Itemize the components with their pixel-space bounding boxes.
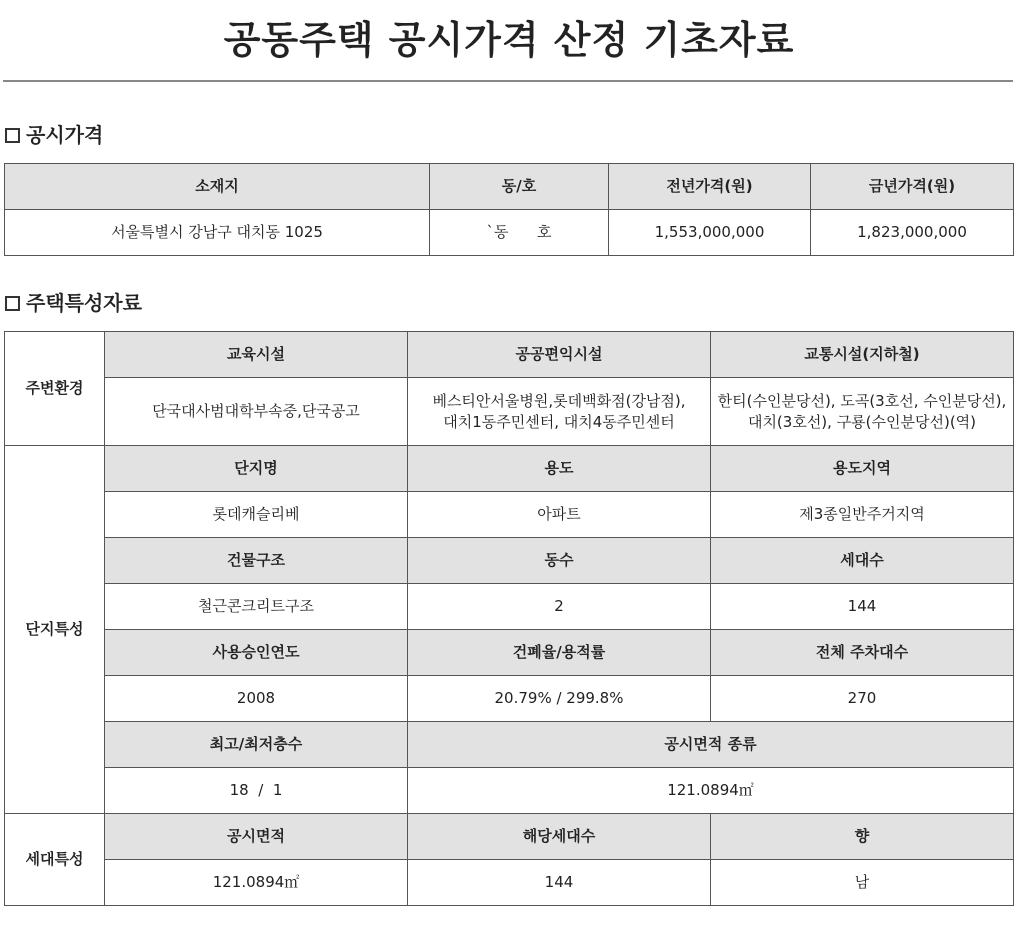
header-address: 소재지 <box>5 164 430 210</box>
cell-prev-price: 1,553,000,000 <box>609 210 811 256</box>
title-divider <box>3 80 1013 82</box>
cell-address: 서울특별시 강남구 대치동 1025 <box>5 210 430 256</box>
table-row <box>5 860 1014 906</box>
cell-area-type: 121.0894㎡ <box>408 768 1014 814</box>
table-header-row <box>5 332 1014 378</box>
header-transit: 교통시설(지하철) <box>711 332 1014 378</box>
row-label-complex: 단지특성 <box>5 446 105 814</box>
header-parking: 전체 주차대수 <box>711 630 1014 676</box>
table-header-row <box>5 164 1014 210</box>
cell-usage: 아파트 <box>408 492 711 538</box>
cell-public-line: 베스티안서울병원,롯데백화점(강남점), <box>432 391 686 410</box>
square-bullet-icon <box>5 128 20 143</box>
header-households: 세대수 <box>711 538 1014 584</box>
header-unit: 동/호 <box>430 164 609 210</box>
cell-area: 121.0894㎡ <box>105 860 408 906</box>
header-floors: 최고/최저층수 <box>105 722 408 768</box>
cell-buildings: 2 <box>408 584 711 630</box>
table-row <box>5 584 1014 630</box>
characteristics-table <box>4 331 1014 906</box>
table-row <box>5 378 1014 446</box>
section-heading-price <box>5 121 103 149</box>
page-title: 공동주택 공시가격 산정 기초자료 <box>223 18 795 62</box>
table-header-row <box>5 630 1014 676</box>
header-coverage-ratio: 건폐율/용적률 <box>408 630 711 676</box>
header-prev-price: 전년가격(원) <box>609 164 811 210</box>
row-label-unit: 세대특성 <box>5 814 105 906</box>
cell-parking: 270 <box>711 676 1014 722</box>
header-zoning: 용도지역 <box>711 446 1014 492</box>
cell-structure: 철근콘크리트구조 <box>105 584 408 630</box>
header-public: 공공편익시설 <box>408 332 711 378</box>
cell-households: 144 <box>711 584 1014 630</box>
header-buildings: 동수 <box>408 538 711 584</box>
section-heading-characteristics <box>5 289 142 317</box>
cell-curr-price: 1,823,000,000 <box>811 210 1014 256</box>
header-area-type: 공시면적 종류 <box>408 722 1014 768</box>
price-table <box>4 163 1014 256</box>
section-title: 주택특성자료 <box>26 291 142 315</box>
header-usage: 용도 <box>408 446 711 492</box>
header-curr-price: 금년가격(원) <box>811 164 1014 210</box>
cell-public-line: 대치1동주민센터, 대치4동주민센터 <box>443 412 675 431</box>
cell-complex-name: 롯데캐슬리베 <box>105 492 408 538</box>
cell-unit: `동 호 <box>430 210 609 256</box>
cell-public <box>408 378 711 446</box>
section-title: 공시가격 <box>26 123 104 147</box>
row-label-surroundings: 주변환경 <box>5 332 105 446</box>
cell-zoning: 제3종일반주거지역 <box>711 492 1014 538</box>
table-row <box>5 210 1014 256</box>
header-complex-name: 단지명 <box>105 446 408 492</box>
header-area: 공시면적 <box>105 814 408 860</box>
cell-transit-line: 한티(수인분당선), 도곡(3호선, 수인분당선), <box>717 391 1007 410</box>
cell-floors: 18 / 1 <box>105 768 408 814</box>
cell-education: 단국대사범대학부속중,단국공고 <box>105 378 408 446</box>
header-education: 교육시설 <box>105 332 408 378</box>
header-orientation: 향 <box>711 814 1014 860</box>
cell-transit-line: 대치(3호선), 구룡(수인분당선)(역) <box>747 412 977 431</box>
header-structure: 건물구조 <box>105 538 408 584</box>
table-header-row <box>5 814 1014 860</box>
square-bullet-icon <box>5 296 20 311</box>
cell-coverage-ratio: 20.79% / 299.8% <box>408 676 711 722</box>
cell-transit <box>711 378 1014 446</box>
table-row <box>5 768 1014 814</box>
cell-unit-count: 144 <box>408 860 711 906</box>
table-header-row <box>5 446 1014 492</box>
table-header-row <box>5 538 1014 584</box>
table-row <box>5 492 1014 538</box>
header-unit-count: 해당세대수 <box>408 814 711 860</box>
cell-orientation: 남 <box>711 860 1014 906</box>
table-header-row <box>5 722 1014 768</box>
table-row <box>5 676 1014 722</box>
header-approval-year: 사용승인연도 <box>105 630 408 676</box>
cell-approval-year: 2008 <box>105 676 408 722</box>
